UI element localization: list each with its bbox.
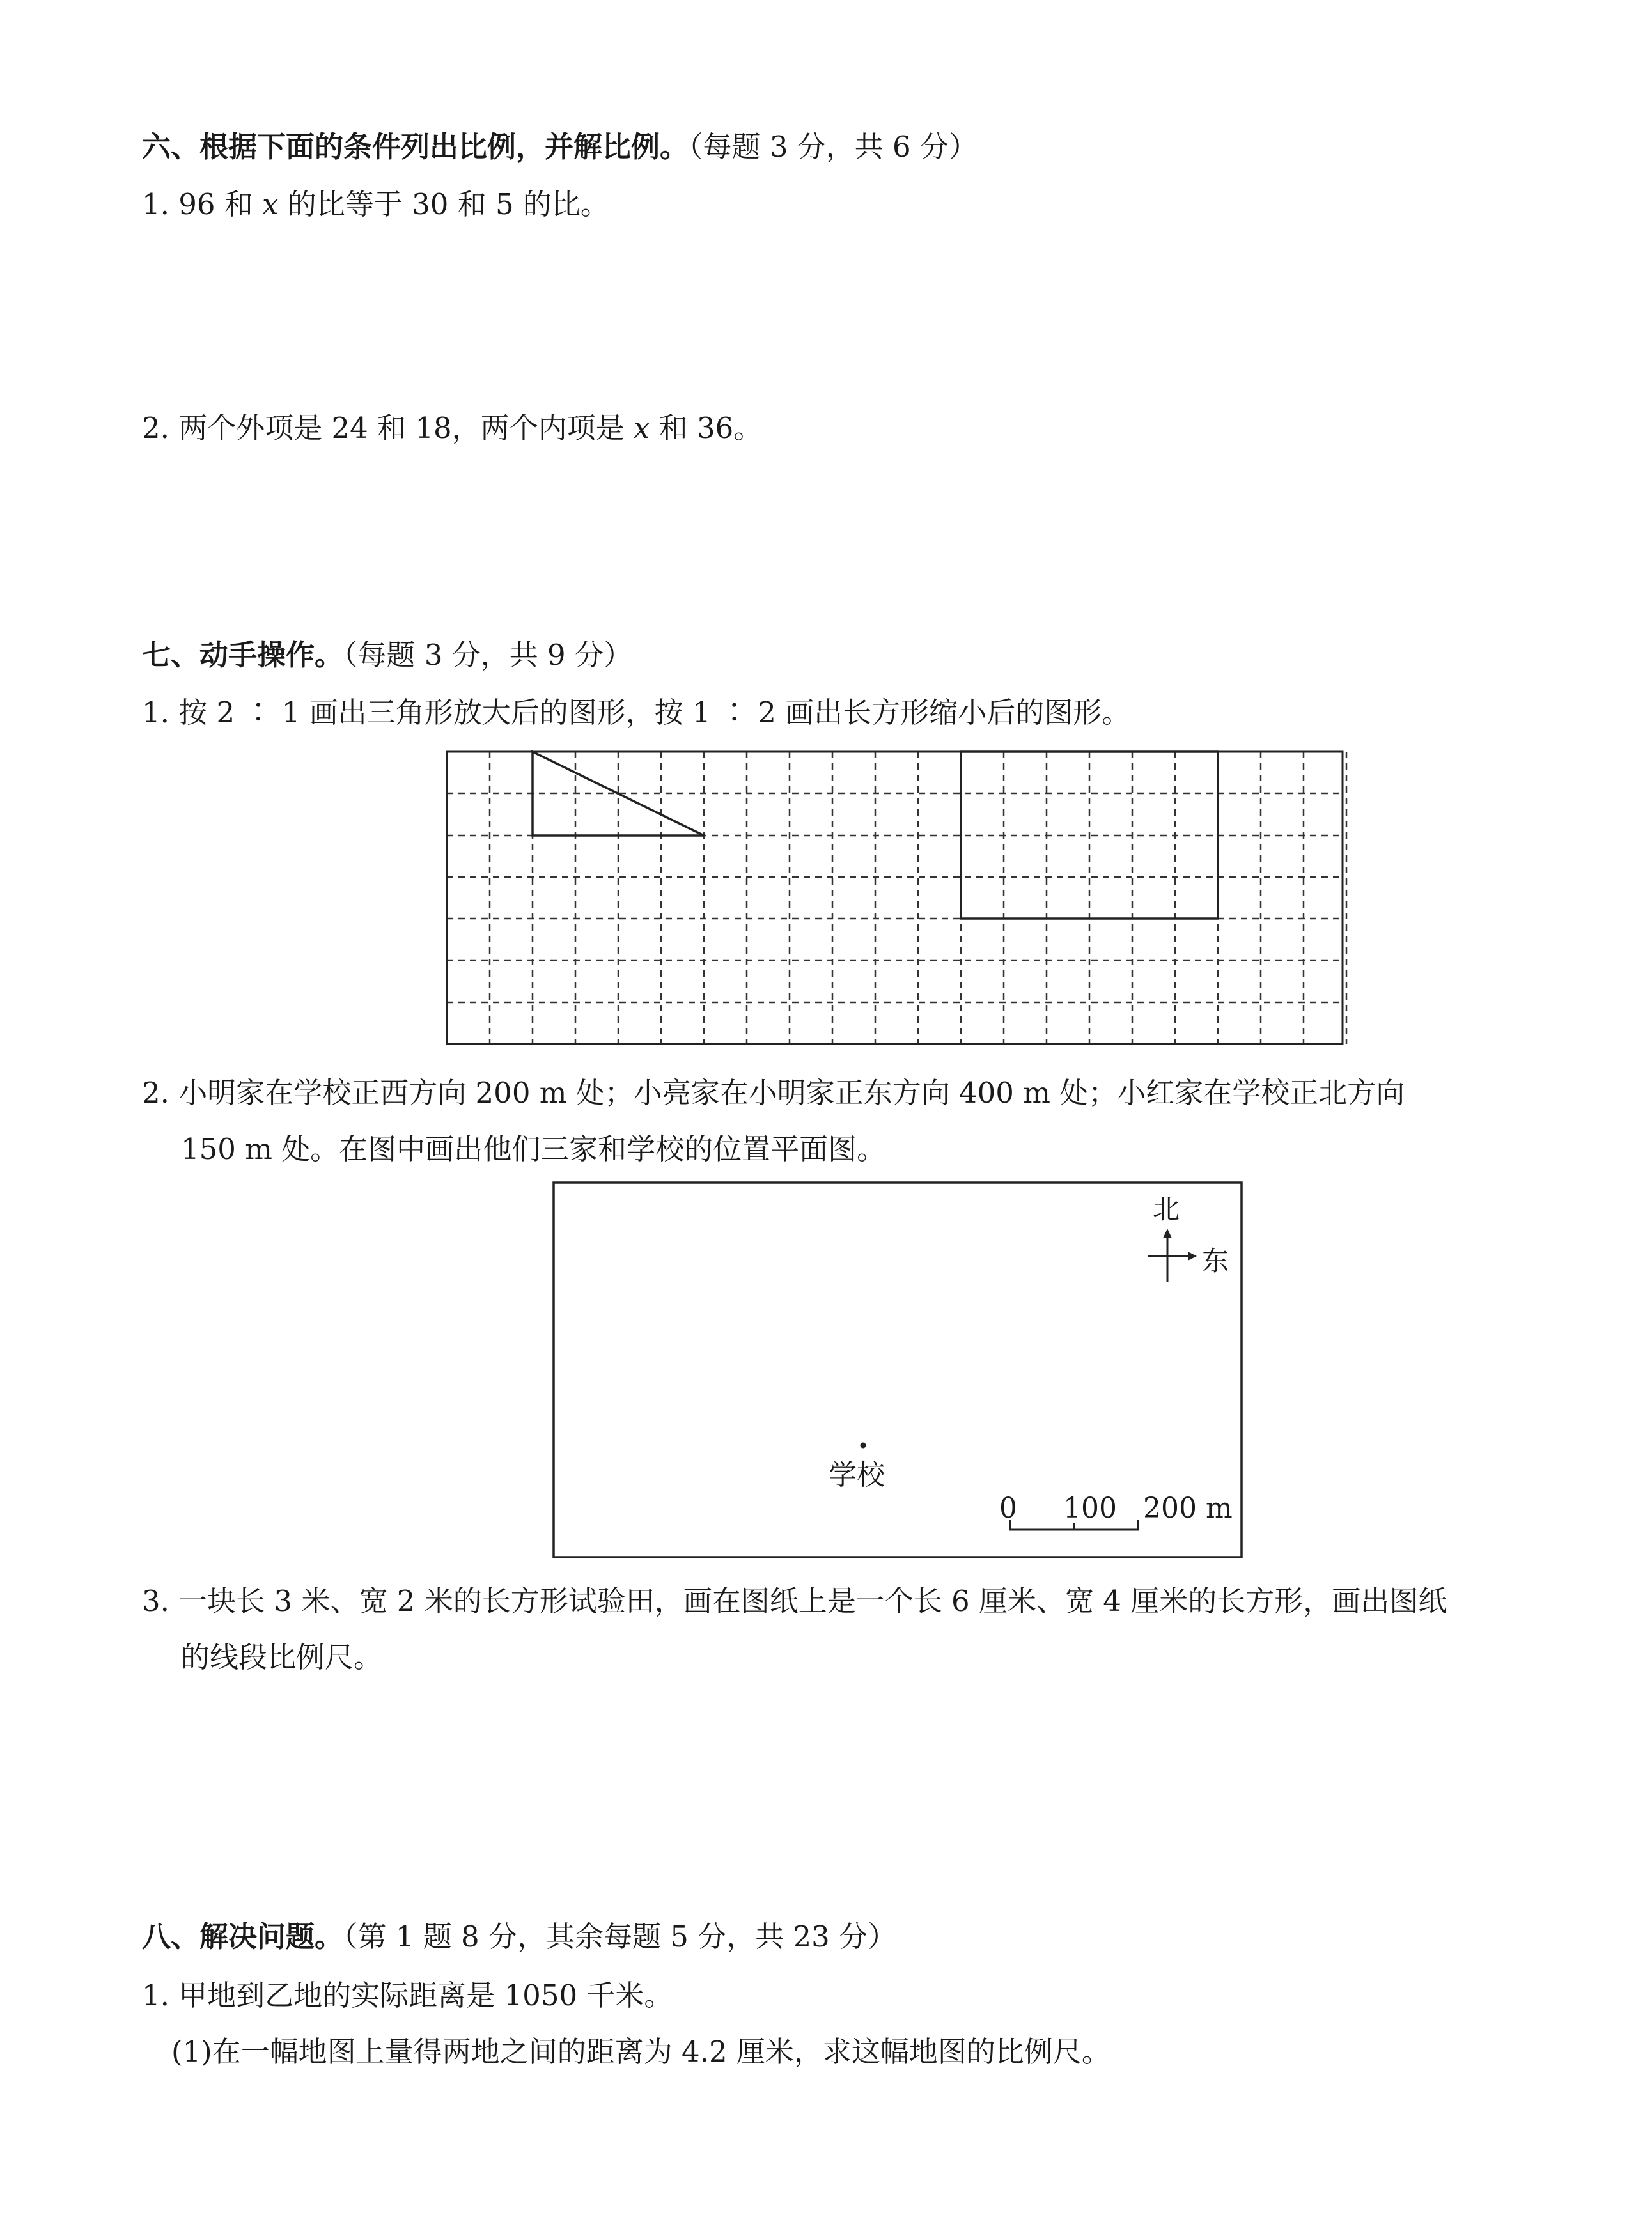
section-7-score: （每题 3 分，共 9 分） — [343, 638, 632, 672]
question-8-1 — [142, 1977, 673, 2015]
question-number: 1. — [142, 695, 169, 729]
question-text-continued: 的线段比例尺。 — [181, 1640, 383, 1674]
section-6-score: （每题 3 分，共 6 分） — [689, 130, 978, 164]
question-text: 一块长 3 米、宽 2 米的长方形试验田，画在图纸上是一个长 6 厘米、宽 4 厘米的长方形，画出图纸 — [178, 1584, 1447, 1618]
question-text: 甲地到乙地的实际距离是 1050 千米。 — [178, 1978, 673, 2012]
map-box — [554, 1183, 1242, 1557]
question-text: 的比等于 30 和 5 的比。 — [278, 187, 609, 221]
question-8-1-sub-1: (1)在一幅地图上量得两地之间的距离为 4.2 厘米，求这幅地图的比例尺。 — [171, 2035, 1110, 2069]
question-text: 96 和 — [178, 187, 263, 221]
section-8-title: 八、解决问题。 — [142, 1920, 344, 1954]
question-number: 2. — [142, 411, 169, 445]
section-8-score: （第 1 题 8 分，其余每题 5 分，共 23 分） — [343, 1920, 897, 1954]
question-text: 和 36。 — [650, 411, 763, 445]
question-text: 按 2 ∶ 1 画出三角形放大后的图形，按 1 ∶ 2 画出长方形缩小后的图形。 — [178, 695, 1131, 729]
question-number: 3. — [142, 1584, 169, 1618]
school-dot — [861, 1443, 866, 1449]
section-6-title: 六、根据下面的条件列出比例，并解比例。 — [142, 130, 689, 164]
school-label: 学校 — [829, 1459, 885, 1491]
compass-arrowhead-north — [1163, 1229, 1172, 1238]
question-text-continued: 150 m 处。在图中画出他们三家和学校的位置平面图。 — [181, 1132, 886, 1166]
question-text: 两个外项是 24 和 18，两个内项是 — [178, 411, 634, 445]
compass-east-label: 东 — [1202, 1245, 1229, 1277]
question-number: 1. — [142, 1978, 169, 2012]
question-number: 1. — [142, 187, 169, 221]
question-number: 2. — [142, 1076, 169, 1110]
section-7-title: 七、动手操作。 — [142, 638, 344, 672]
question-7-2 — [142, 1074, 1405, 1112]
scale-label-0: 0 — [999, 1492, 1017, 1525]
scale-label-200m: 200 m — [1143, 1492, 1233, 1525]
section-8-heading — [142, 1918, 896, 1956]
scale-label-100: 100 — [1063, 1492, 1117, 1525]
grid-border — [447, 752, 1343, 1044]
variable-x: x — [262, 187, 279, 221]
variable-x: x — [634, 411, 650, 445]
question-text: 小明家在学校正西方向 200 m 处；小亮家在小明家正东方向 400 m 处；小红家在学校正北方向 — [178, 1076, 1405, 1110]
compass-arrowhead-east — [1188, 1252, 1197, 1261]
dashed-grid — [447, 752, 1346, 1044]
question-7-3 — [142, 1582, 1447, 1620]
compass-north-label: 北 — [1153, 1193, 1180, 1225]
